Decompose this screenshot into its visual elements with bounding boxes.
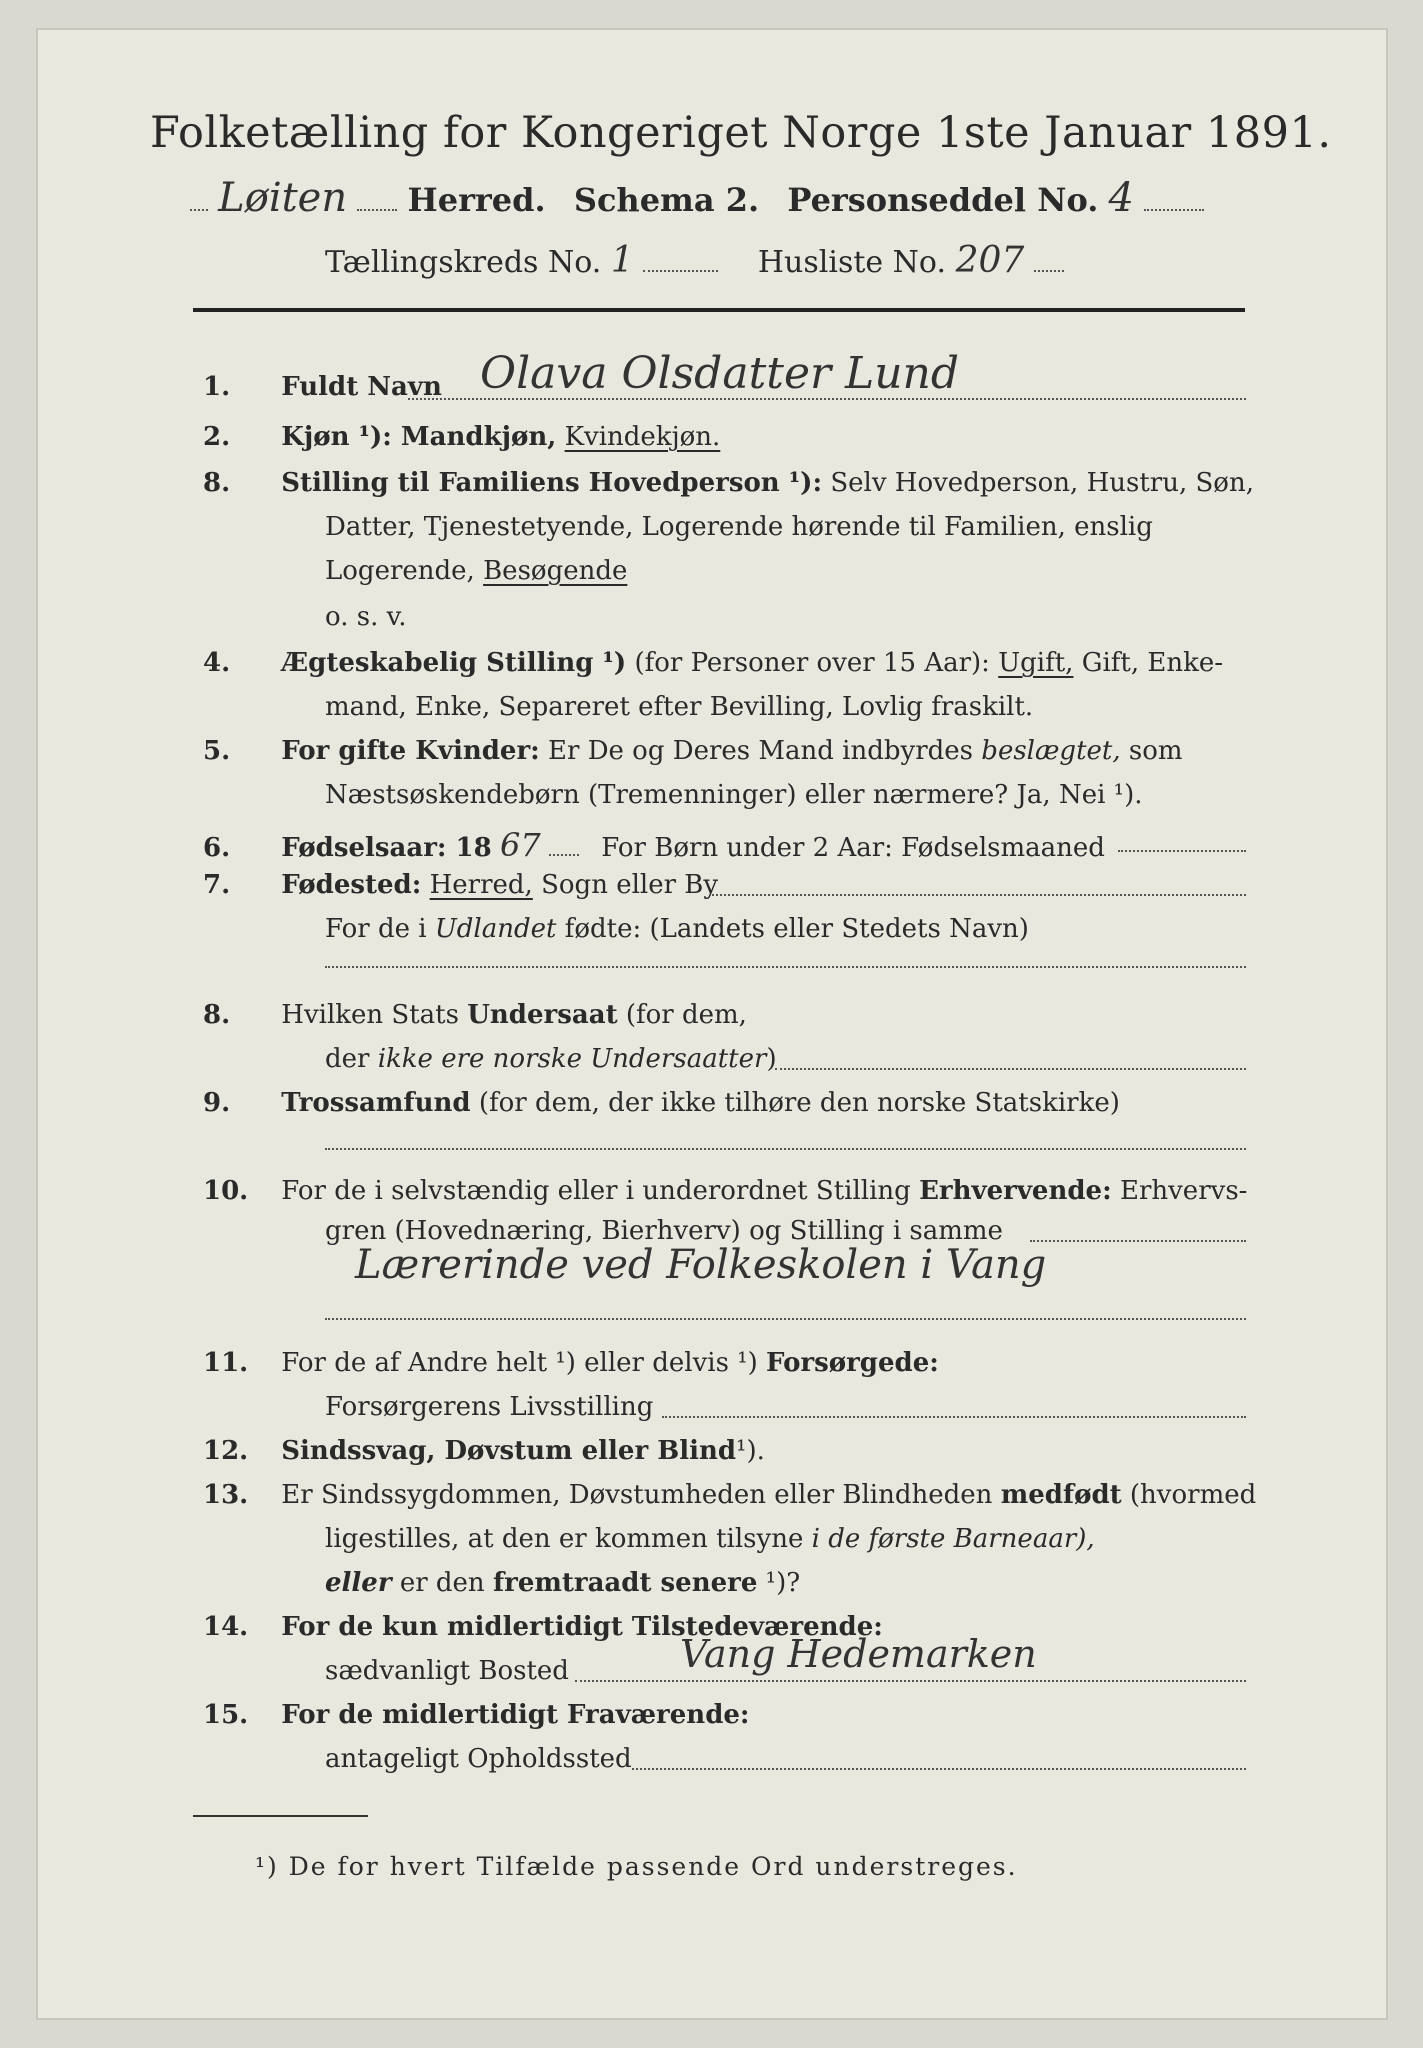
herred-label: Herred. — [407, 181, 546, 219]
footnote: ¹) De for hvert Tilfælde passende Ord understreges. — [255, 1852, 1018, 1881]
item-8-prefix: Hvilken Stats — [281, 1000, 468, 1030]
item-13-text-3: ligestilles, at den er kommen tilsyne — [325, 1524, 804, 1554]
item-1-number: 1. — [203, 372, 231, 402]
item-5-label: For gifte Kvinder: — [281, 736, 540, 766]
item-4-number: 4. — [203, 648, 231, 678]
kreds-row — [325, 240, 1064, 281]
item-8-label-visible: Undersaat — [467, 1000, 618, 1030]
item-7-line-2 — [325, 914, 1029, 944]
item-10-answer-line — [325, 1318, 1246, 1320]
item-2-option-selected: Kvindekjøn. — [564, 422, 721, 452]
personseddel-value: 4 — [1108, 175, 1134, 221]
herred-row — [190, 175, 1204, 221]
item-15-line-2: antageligt Opholdssted — [325, 1744, 632, 1774]
item-9 — [203, 1088, 1120, 1118]
item-12-number: 12. — [203, 1436, 249, 1466]
item-8-text-1: (for dem, — [625, 1000, 747, 1030]
item-11 — [203, 1348, 939, 1378]
item-10-line — [1030, 1240, 1246, 1242]
item-15-number: 15. — [203, 1700, 249, 1730]
item-5-number: 5. — [203, 736, 231, 766]
item-10 — [203, 1176, 1247, 1206]
item-5-italic: beslægtet, — [981, 736, 1121, 766]
item-14-label: For de kun midlertidigt Tilstedeværende: — [281, 1612, 883, 1642]
item-9-text: (for dem, der ikke tilhøre den norske Statskirke) — [478, 1088, 1120, 1118]
item-6-text: For Børn under 2 Aar: Fødselsmaaned — [601, 833, 1105, 863]
husliste-value: 207 — [955, 240, 1025, 281]
item-11-number: 11. — [203, 1348, 249, 1378]
form-title: Folketælling for Kongeriget Norge 1ste Januar 1891. — [150, 108, 1332, 158]
item-10-line-2: gren (Hovednæring, Bierhverv) og Stilling i samme — [325, 1216, 1003, 1246]
herred-value: Løiten — [218, 175, 348, 221]
item-5-text-2: som — [1128, 736, 1183, 766]
husliste-label: Husliste No. — [757, 245, 947, 280]
item-13-text-4: er den — [399, 1568, 485, 1598]
item-1-label: Fuldt Navn — [281, 372, 442, 402]
item-1-value: Olava Olsdatter Lund — [480, 348, 960, 399]
item-7-text-3: fødte: (Landets eller Stedets Navn) — [564, 914, 1029, 944]
item-3 — [203, 468, 1254, 498]
item-13-label: medfødt — [1000, 1480, 1122, 1510]
item-11-line — [662, 1416, 1246, 1418]
item-9-answer-line — [325, 1148, 1246, 1150]
item-13-number: 13. — [203, 1480, 249, 1510]
item-4-text-1: (for Personer over 15 Aar): — [634, 648, 990, 678]
item-3-option-selected: Besøgende — [483, 556, 628, 586]
item-13 — [203, 1480, 1256, 1510]
item-8-line — [775, 1068, 1246, 1070]
item-15-line — [632, 1768, 1246, 1770]
header-divider — [193, 308, 1245, 312]
item-3-line-4: o. s. v. — [325, 602, 407, 632]
item-1 — [203, 372, 442, 402]
schema-label: Schema 2. — [573, 181, 760, 219]
item-10-label: Erhvervende: — [919, 1176, 1112, 1206]
kreds-value: 1 — [610, 240, 634, 281]
kreds-label: Tællingskreds No. — [325, 245, 602, 280]
item-3-line-2: Datter, Tjenestetyende, Logerende hørende til Familien, enslig — [325, 512, 1153, 542]
item-13-label-2: fremtraadt senere — [492, 1568, 758, 1598]
item-1-line — [408, 398, 1246, 400]
item-14-line — [575, 1680, 1246, 1682]
item-7-text-1: Sogn eller By — [541, 870, 719, 900]
item-9-number: 9. — [203, 1088, 231, 1118]
item-3-label: Stilling til Familiens Hovedperson ¹): — [281, 468, 823, 498]
item-11-label: Forsørgede: — [766, 1348, 939, 1378]
item-12 — [203, 1436, 765, 1466]
item-7-text-2: For de i — [325, 914, 427, 944]
item-13-text-2: (hvormed — [1129, 1480, 1257, 1510]
item-6-label: Fødselsaar: 18 — [281, 833, 492, 863]
item-9-label: Trossamfund — [281, 1088, 471, 1118]
item-7-number: 7. — [203, 870, 231, 900]
item-11-line-2: Forsørgerens Livsstilling — [325, 1392, 654, 1422]
item-4-option-selected: Ugift, — [998, 648, 1074, 678]
item-5 — [203, 736, 1183, 766]
item-8-line-2: der ikke ere norske Undersaatter) — [325, 1044, 777, 1074]
item-13-italic-2: eller — [325, 1568, 392, 1598]
item-2-label: Kjøn ¹): Mandkjøn, — [281, 422, 557, 452]
item-7 — [203, 870, 718, 900]
item-2-number: 2. — [203, 422, 231, 452]
item-4-line-2: mand, Enke, Separeret efter Bevilling, Lovlig fraskilt. — [325, 692, 1034, 722]
item-14-value: Vang Hedemarken — [680, 1632, 1037, 1676]
item-8-number: 8. — [203, 1000, 231, 1030]
item-3-line-3 — [325, 556, 627, 586]
item-4-label: Ægteskabelig Stilling ¹) — [281, 648, 627, 678]
item-3-number: 8. — [203, 468, 231, 498]
item-8-text-2: der — [325, 1044, 370, 1074]
item-4-text-2: Gift, Enke- — [1081, 648, 1224, 678]
item-5-text-1: Er De og Deres Mand indbyrdes — [548, 736, 974, 766]
item-15-label: For de midlertidigt Fraværende: — [281, 1700, 750, 1730]
item-11-text-1: For de af Andre helt ¹) eller delvis ¹) — [281, 1348, 758, 1378]
item-6-value: 67 — [500, 826, 541, 864]
item-7-answer-line — [325, 966, 1246, 968]
item-3-text-3: Logerende, — [325, 556, 475, 586]
item-7-option-selected: Herred, — [429, 870, 533, 900]
item-8-italic: ikke ere norske Undersaatter — [377, 1044, 767, 1074]
item-7-label: Fødested: — [281, 870, 422, 900]
item-10-text-2: Erhvervs- — [1119, 1176, 1248, 1206]
item-12-label: Sindssvag, Døvstum eller Blind — [281, 1436, 737, 1466]
item-13-italic: i de første Barneaar), — [811, 1524, 1095, 1554]
item-3-text-1: Selv Hovedperson, Hustru, Søn, — [830, 468, 1254, 498]
item-4 — [203, 648, 1223, 678]
item-13-text-5: ¹)? — [765, 1568, 801, 1598]
item-5-line-2: Næstsøskendebørn (Tremenninger) eller nærmere? Ja, Nei ¹). — [325, 780, 1143, 810]
item-10-value: Lærerinde ved Folkeskolen i Vang — [355, 1242, 1047, 1288]
item-13-line-2 — [325, 1524, 1095, 1554]
item-14-line-2: sædvanligt Bosted — [325, 1656, 569, 1686]
footnote-divider — [193, 1815, 368, 1817]
item-12-text: ¹). — [736, 1436, 765, 1466]
item-13-line-3 — [325, 1568, 800, 1598]
item-2 — [203, 422, 720, 452]
item-8 — [203, 1000, 747, 1030]
item-10-number: 10. — [203, 1176, 249, 1206]
item-14-number: 14. — [203, 1612, 249, 1642]
item-10-text-1: For de i selvstændig eller i underordnet Stilling — [281, 1176, 911, 1206]
item-6 — [203, 826, 1105, 864]
item-6-line — [1118, 850, 1246, 852]
personseddel-label: Personseddel No. — [787, 181, 1099, 219]
item-15 — [203, 1700, 750, 1730]
item-6-number: 6. — [203, 833, 231, 863]
item-7-italic: Udlandet — [434, 914, 557, 944]
item-13-text-1: Er Sindssygdommen, Døvstumheden eller Blindheden — [281, 1480, 993, 1510]
item-7-line — [712, 894, 1246, 896]
